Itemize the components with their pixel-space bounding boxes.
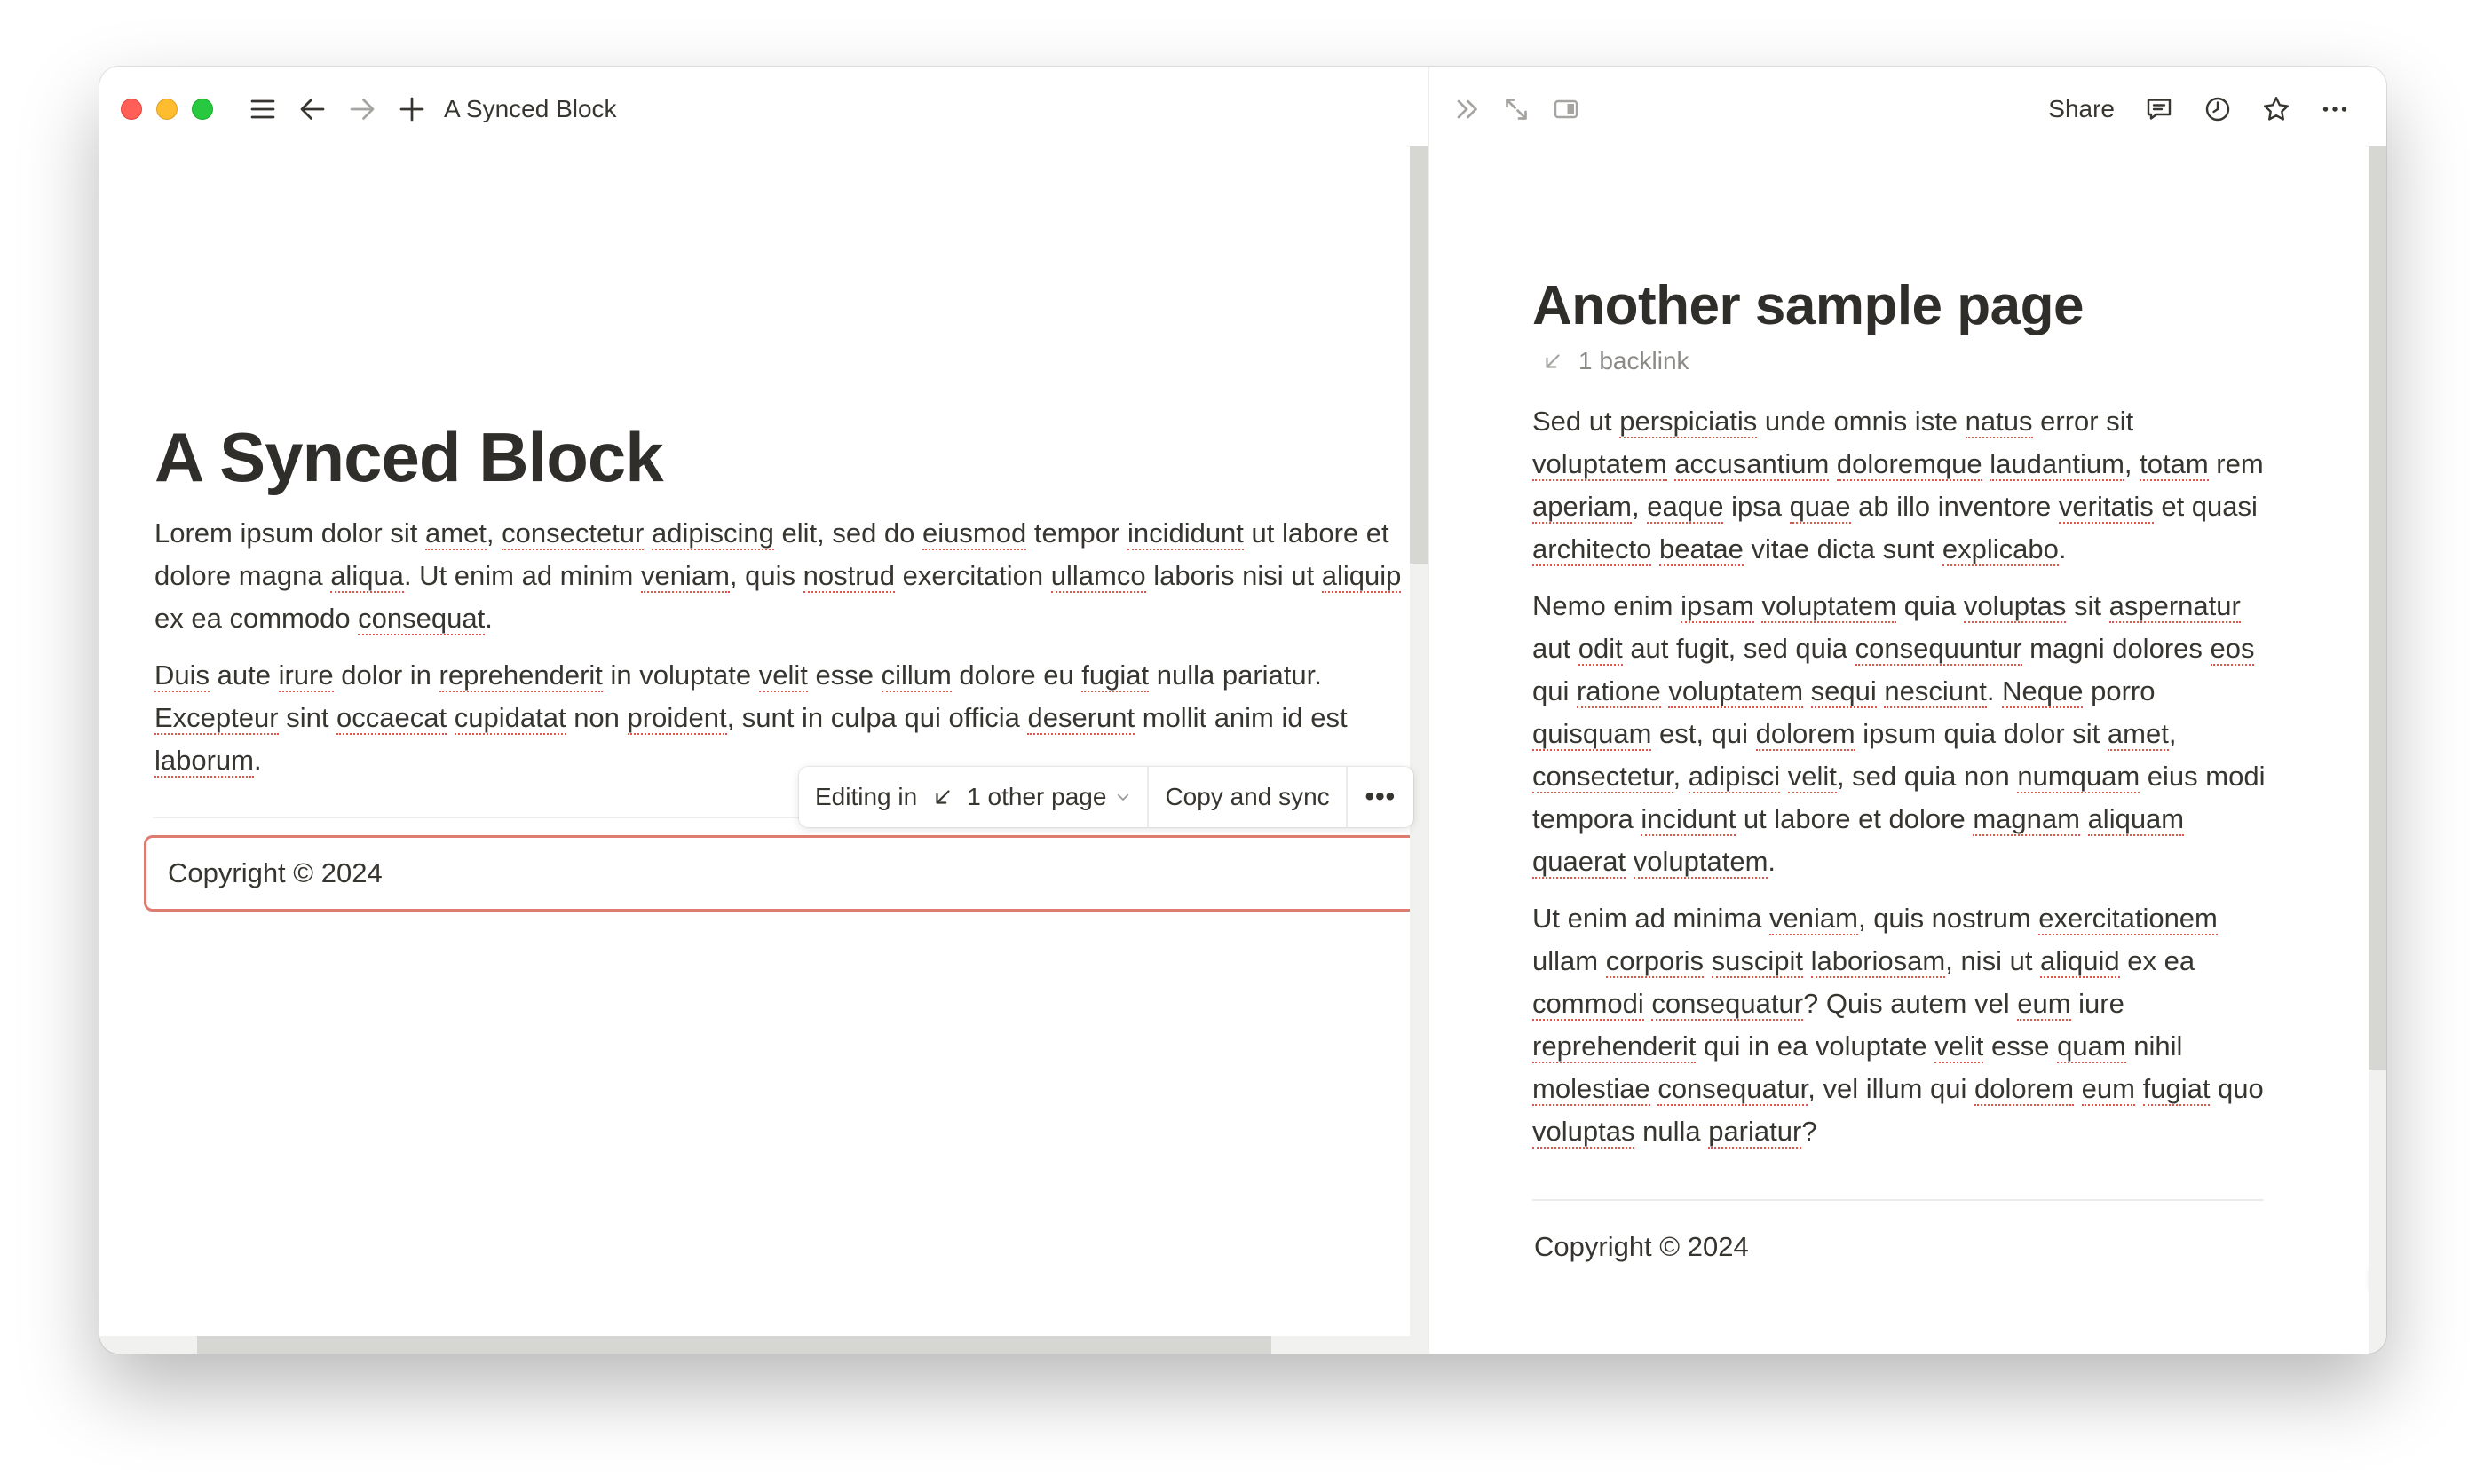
text-run: . <box>1768 846 1776 877</box>
text-run: quia <box>1896 590 1964 621</box>
left-topbar <box>99 67 1413 152</box>
misspelled-word: velit <box>1934 1030 1984 1062</box>
text-run: rem <box>2208 448 2264 479</box>
text-run <box>1667 448 1675 479</box>
close-window-button[interactable] <box>121 99 142 120</box>
misspelled-word: aliquip <box>1321 560 1402 591</box>
text-run: in voluptate <box>602 659 759 691</box>
text-run: ex ea commodo <box>154 603 359 634</box>
misspelled-word: totam <box>2140 448 2209 479</box>
misspelled-word: commodi <box>1532 988 1644 1019</box>
misspelled-word: aliqua <box>330 560 404 591</box>
text-run <box>447 702 455 733</box>
misspelled-word: laborum <box>154 745 254 776</box>
misspelled-word: aliquid <box>2040 945 2120 976</box>
misspelled-word: veniam <box>1769 903 1858 934</box>
misspelled-word: exercitationem <box>2038 903 2218 934</box>
text-run: qui in ea voluptate <box>1696 1030 1935 1062</box>
divider <box>1532 1199 2264 1201</box>
paragraph[interactable] <box>154 654 1433 782</box>
clock-icon[interactable] <box>2193 84 2243 134</box>
text-run: non <box>566 702 628 733</box>
misspelled-word: ullamco <box>1050 560 1146 591</box>
misspelled-word: amet <box>2107 718 2169 749</box>
text-run: sit <box>2066 590 2109 621</box>
peek-page-title[interactable]: Another sample page <box>1532 275 2084 336</box>
misspelled-word: consequatur <box>1651 988 1804 1019</box>
misspelled-word: voluptas <box>1532 1116 1635 1147</box>
misspelled-word: incidunt <box>1641 803 1736 834</box>
misspelled-word: explicabo <box>1942 533 2059 564</box>
misspelled-word: architecto <box>1532 533 1652 564</box>
expand-arrows-icon[interactable] <box>1491 84 1541 134</box>
comment-icon[interactable] <box>2134 84 2184 134</box>
text-run: , quis <box>729 560 803 591</box>
misspelled-word: cillum <box>881 659 952 691</box>
text-run <box>1626 846 1634 877</box>
misspelled-word: aspernatur <box>2108 590 2241 621</box>
misspelled-word: magnam <box>1973 803 2080 834</box>
text-run: ? Quis autem vel <box>1803 988 2018 1019</box>
text-run: porro <box>2083 675 2156 706</box>
text-run: esse <box>807 659 882 691</box>
text-run: , nisi ut <box>1945 945 2041 976</box>
misspelled-word: quaerat <box>1532 846 1626 877</box>
text-run: quo <box>2210 1073 2264 1104</box>
text-run: , <box>2124 448 2140 479</box>
misspelled-word: incididunt <box>1127 517 1244 549</box>
misspelled-word: cupidatat <box>454 702 566 733</box>
misspelled-word: voluptatem <box>1633 846 1768 877</box>
text-run: , quis nostrum <box>1857 903 2039 934</box>
text-run: ab illo inventore <box>1850 491 2059 522</box>
scrollbar-thumb[interactable] <box>2369 146 2386 1070</box>
menu-icon[interactable] <box>238 84 288 134</box>
misspelled-word: corporis <box>1605 945 1704 976</box>
text-run: , <box>1673 761 1689 792</box>
paragraph[interactable] <box>1532 400 2269 571</box>
page-title[interactable]: A Synced Block <box>154 418 663 496</box>
text-run: magni dolores <box>2021 633 2211 664</box>
paragraph[interactable] <box>1532 897 2269 1153</box>
text-run: aut fugit, sed quia <box>1622 633 1855 664</box>
text-run: exercitation <box>895 560 1051 591</box>
page-actions <box>2048 67 2360 152</box>
text-run: ipsum quia dolor sit <box>1855 718 2108 749</box>
copy-and-sync-button[interactable] <box>1147 767 1345 827</box>
text-run: elit, sed do <box>773 517 923 549</box>
misspelled-word: voluptatem <box>1761 590 1897 621</box>
scrollbar-thumb[interactable] <box>197 1336 1271 1354</box>
paragraph[interactable] <box>154 512 1433 640</box>
misspelled-word: consequat <box>358 603 486 634</box>
misspelled-word: laudantium <box>1990 448 2124 479</box>
text-run <box>1982 448 1990 479</box>
synced-block-more-button[interactable] <box>1346 767 1414 827</box>
right-document <box>1532 269 2269 1153</box>
side-peek-pane <box>1429 67 2386 1354</box>
misspelled-word: ipsam <box>1681 590 1754 621</box>
text-run: , <box>486 517 502 549</box>
synced-block-toolbar <box>799 767 1413 827</box>
misspelled-word: proident <box>627 702 727 733</box>
text-run: . <box>1986 675 2003 706</box>
text-run: aute <box>210 659 279 691</box>
misspelled-word: eaque <box>1647 491 1724 522</box>
misspelled-word: dolorem <box>1755 718 1855 749</box>
text-run: sint <box>278 702 337 733</box>
text-run: ut labore et dolore <box>1736 803 1974 834</box>
misspelled-word: voluptatem <box>1532 448 1667 479</box>
backlink-arrow-icon <box>1541 350 1564 373</box>
window-controls <box>121 99 213 120</box>
misspelled-word: consequuntur <box>1855 633 2022 664</box>
text-run: qui <box>1532 675 1577 706</box>
text-run <box>1651 533 1659 564</box>
text-run: Ut enim ad minima <box>1532 903 1770 934</box>
misspelled-word: consectetur <box>502 517 645 549</box>
text-run: unde omnis iste <box>1757 406 1966 437</box>
more-horizontal-icon[interactable] <box>2310 84 2360 134</box>
text-run: Sed ut <box>1532 406 1620 437</box>
misspelled-word: eum <box>2017 988 2071 1019</box>
text-run: est, qui <box>1651 718 1756 749</box>
misspelled-word: deserunt <box>1027 702 1135 733</box>
misspelled-word: veritatis <box>2058 491 2154 522</box>
misspelled-word: molestiae <box>1532 1073 1650 1104</box>
text-run: ut labore et dolore magna <box>154 517 1389 591</box>
backlink-label: 1 backlink <box>1578 347 1689 375</box>
text-run: iure <box>2070 988 2124 1019</box>
text-run <box>1829 448 1837 479</box>
text-run: dolore eu <box>951 659 1082 691</box>
text-run: nihil <box>2125 1030 2183 1062</box>
misspelled-word: consequatur <box>1657 1073 1808 1104</box>
text-run: Lorem ipsum dolor sit <box>154 517 425 549</box>
vertical-scrollbar[interactable] <box>1410 146 1428 1354</box>
text-run: vitae dicta sunt <box>1743 533 1942 564</box>
text-run: . Ut enim ad minim <box>403 560 641 591</box>
text-run: error sit <box>2032 406 2134 437</box>
text-run: , sunt in culpa qui officia <box>726 702 1028 733</box>
text-run <box>2135 1073 2143 1104</box>
misspelled-word: consectetur <box>1532 761 1673 792</box>
text-run: ? <box>1801 1116 1817 1147</box>
text-run: mollit anim id est <box>1135 702 1348 733</box>
misspelled-word: Excepteur <box>154 702 279 733</box>
text-run <box>644 517 652 549</box>
text-run: , <box>2168 718 2177 749</box>
more-horizontal-icon: ••• <box>1365 782 1396 811</box>
synced-block-copy[interactable]: Copyright © 2024 <box>1534 1231 1749 1262</box>
paragraph[interactable] <box>1532 585 2269 883</box>
other-pages-label: 1 other page <box>967 783 1107 810</box>
text-run: esse <box>1983 1030 2058 1062</box>
misspelled-word: odit <box>1578 633 1623 664</box>
misspelled-word: Neque <box>2002 675 2084 706</box>
misspelled-word: voluptatem <box>1668 675 1804 706</box>
editing-in-menu[interactable] <box>799 767 1147 827</box>
copy-and-sync-label: Copy and sync <box>1165 783 1330 810</box>
text-run: ipsa <box>1723 491 1790 522</box>
text-run <box>1704 945 1712 976</box>
misspelled-word: quisquam <box>1532 718 1652 749</box>
misspelled-word: eos <box>2210 633 2255 664</box>
text-run: , <box>1632 491 1648 522</box>
text-run: nulla pariatur. <box>1149 659 1322 691</box>
app-window <box>99 67 2386 1354</box>
misspelled-word: quae <box>1789 491 1851 522</box>
misspelled-word: Duis <box>154 659 210 691</box>
misspelled-word: quam <box>2057 1030 2126 1062</box>
misspelled-word: nostrud <box>803 560 896 591</box>
text-run: aut <box>1532 633 1578 664</box>
left-document <box>154 413 1433 782</box>
misspelled-word: aliquam <box>2087 803 2185 834</box>
misspelled-word: amet <box>424 517 487 549</box>
text-run: . <box>485 603 493 634</box>
misspelled-word: occaecat <box>336 702 447 733</box>
misspelled-word: veniam <box>640 560 730 591</box>
plus-icon[interactable] <box>387 84 437 134</box>
text-run <box>1780 761 1788 792</box>
text-run: . <box>254 745 262 776</box>
text-run <box>2080 803 2088 834</box>
minimize-window-button[interactable] <box>156 99 178 120</box>
editing-in-label: Editing in <box>815 783 918 810</box>
misspelled-word: suscipit <box>1711 945 1803 976</box>
misspelled-word: nesciunt <box>1884 675 1987 706</box>
misspelled-word: numquam <box>2017 761 2140 792</box>
misspelled-word: laboriosam <box>1810 945 1946 976</box>
text-run: Nemo enim <box>1532 590 1681 621</box>
synced-block[interactable] <box>144 835 1440 912</box>
misspelled-word: pariatur <box>1708 1116 1802 1147</box>
main-page-pane <box>99 67 1428 1354</box>
text-run: ex ea <box>2119 945 2195 976</box>
misspelled-word: dolorem <box>1974 1073 2075 1104</box>
breadcrumb-page-title[interactable]: A Synced Block <box>444 95 617 122</box>
misspelled-word: eiusmod <box>922 517 1027 549</box>
share-button[interactable]: Share <box>2048 95 2115 122</box>
misspelled-word: adipiscing <box>652 517 774 549</box>
text-run: ullam <box>1532 945 1606 976</box>
misspelled-word: reprehenderit <box>1532 1030 1697 1062</box>
text-run: eius modi tempora <box>1532 761 2266 834</box>
misspelled-word: aperiam <box>1532 491 1632 522</box>
misspelled-word: beatae <box>1659 533 1744 564</box>
misspelled-word: voluptas <box>1963 590 2067 621</box>
misspelled-word: fugiat <box>1081 659 1150 691</box>
backlinks-button[interactable] <box>1532 343 2269 379</box>
misspelled-word: eum <box>2081 1073 2135 1104</box>
misspelled-word: irure <box>278 659 334 691</box>
misspelled-word: velit <box>758 659 808 691</box>
zoom-window-button[interactable] <box>192 99 213 120</box>
text-run: laboris nisi ut <box>1145 560 1322 591</box>
star-icon[interactable] <box>2251 84 2301 134</box>
scrollbar-thumb[interactable] <box>1410 146 1428 564</box>
text-run: , sed quia non <box>1836 761 2018 792</box>
text-run: , vel illum qui <box>1808 1073 1975 1104</box>
misspelled-word: ratione <box>1576 675 1661 706</box>
synced-block-text[interactable]: Copyright © 2024 <box>168 857 383 888</box>
arrow-right-icon[interactable] <box>337 84 387 134</box>
misspelled-word: reprehenderit <box>439 659 603 691</box>
double-chevron-right-icon[interactable] <box>1442 84 1491 134</box>
text-run: tempor <box>1026 517 1127 549</box>
text-run <box>2074 1073 2082 1104</box>
text-run: et quasi <box>2153 491 2258 522</box>
misspelled-word: adipisci <box>1688 761 1781 792</box>
arrow-left-icon[interactable] <box>288 84 337 134</box>
backlink-arrow-icon <box>931 785 954 809</box>
text-run: . <box>2058 533 2067 564</box>
misspelled-word: velit <box>1787 761 1837 792</box>
misspelled-word: accusantium <box>1674 448 1830 479</box>
horizontal-scrollbar[interactable] <box>99 1336 1428 1354</box>
text-run: nulla <box>1634 1116 1709 1147</box>
misspelled-word: doloremque <box>1836 448 1982 479</box>
text-run: dolor in <box>333 659 439 691</box>
misspelled-word: fugiat <box>2142 1073 2211 1104</box>
vertical-scrollbar[interactable] <box>2369 146 2386 1354</box>
misspelled-word: sequi <box>1810 675 1877 706</box>
misspelled-word: perspiciatis <box>1619 406 1758 437</box>
chevron-down-icon <box>1115 789 1131 805</box>
text-run <box>1803 675 1811 706</box>
side-peek-icon[interactable] <box>1541 84 1591 134</box>
text-run <box>1803 945 1811 976</box>
misspelled-word: natus <box>1965 406 2033 437</box>
